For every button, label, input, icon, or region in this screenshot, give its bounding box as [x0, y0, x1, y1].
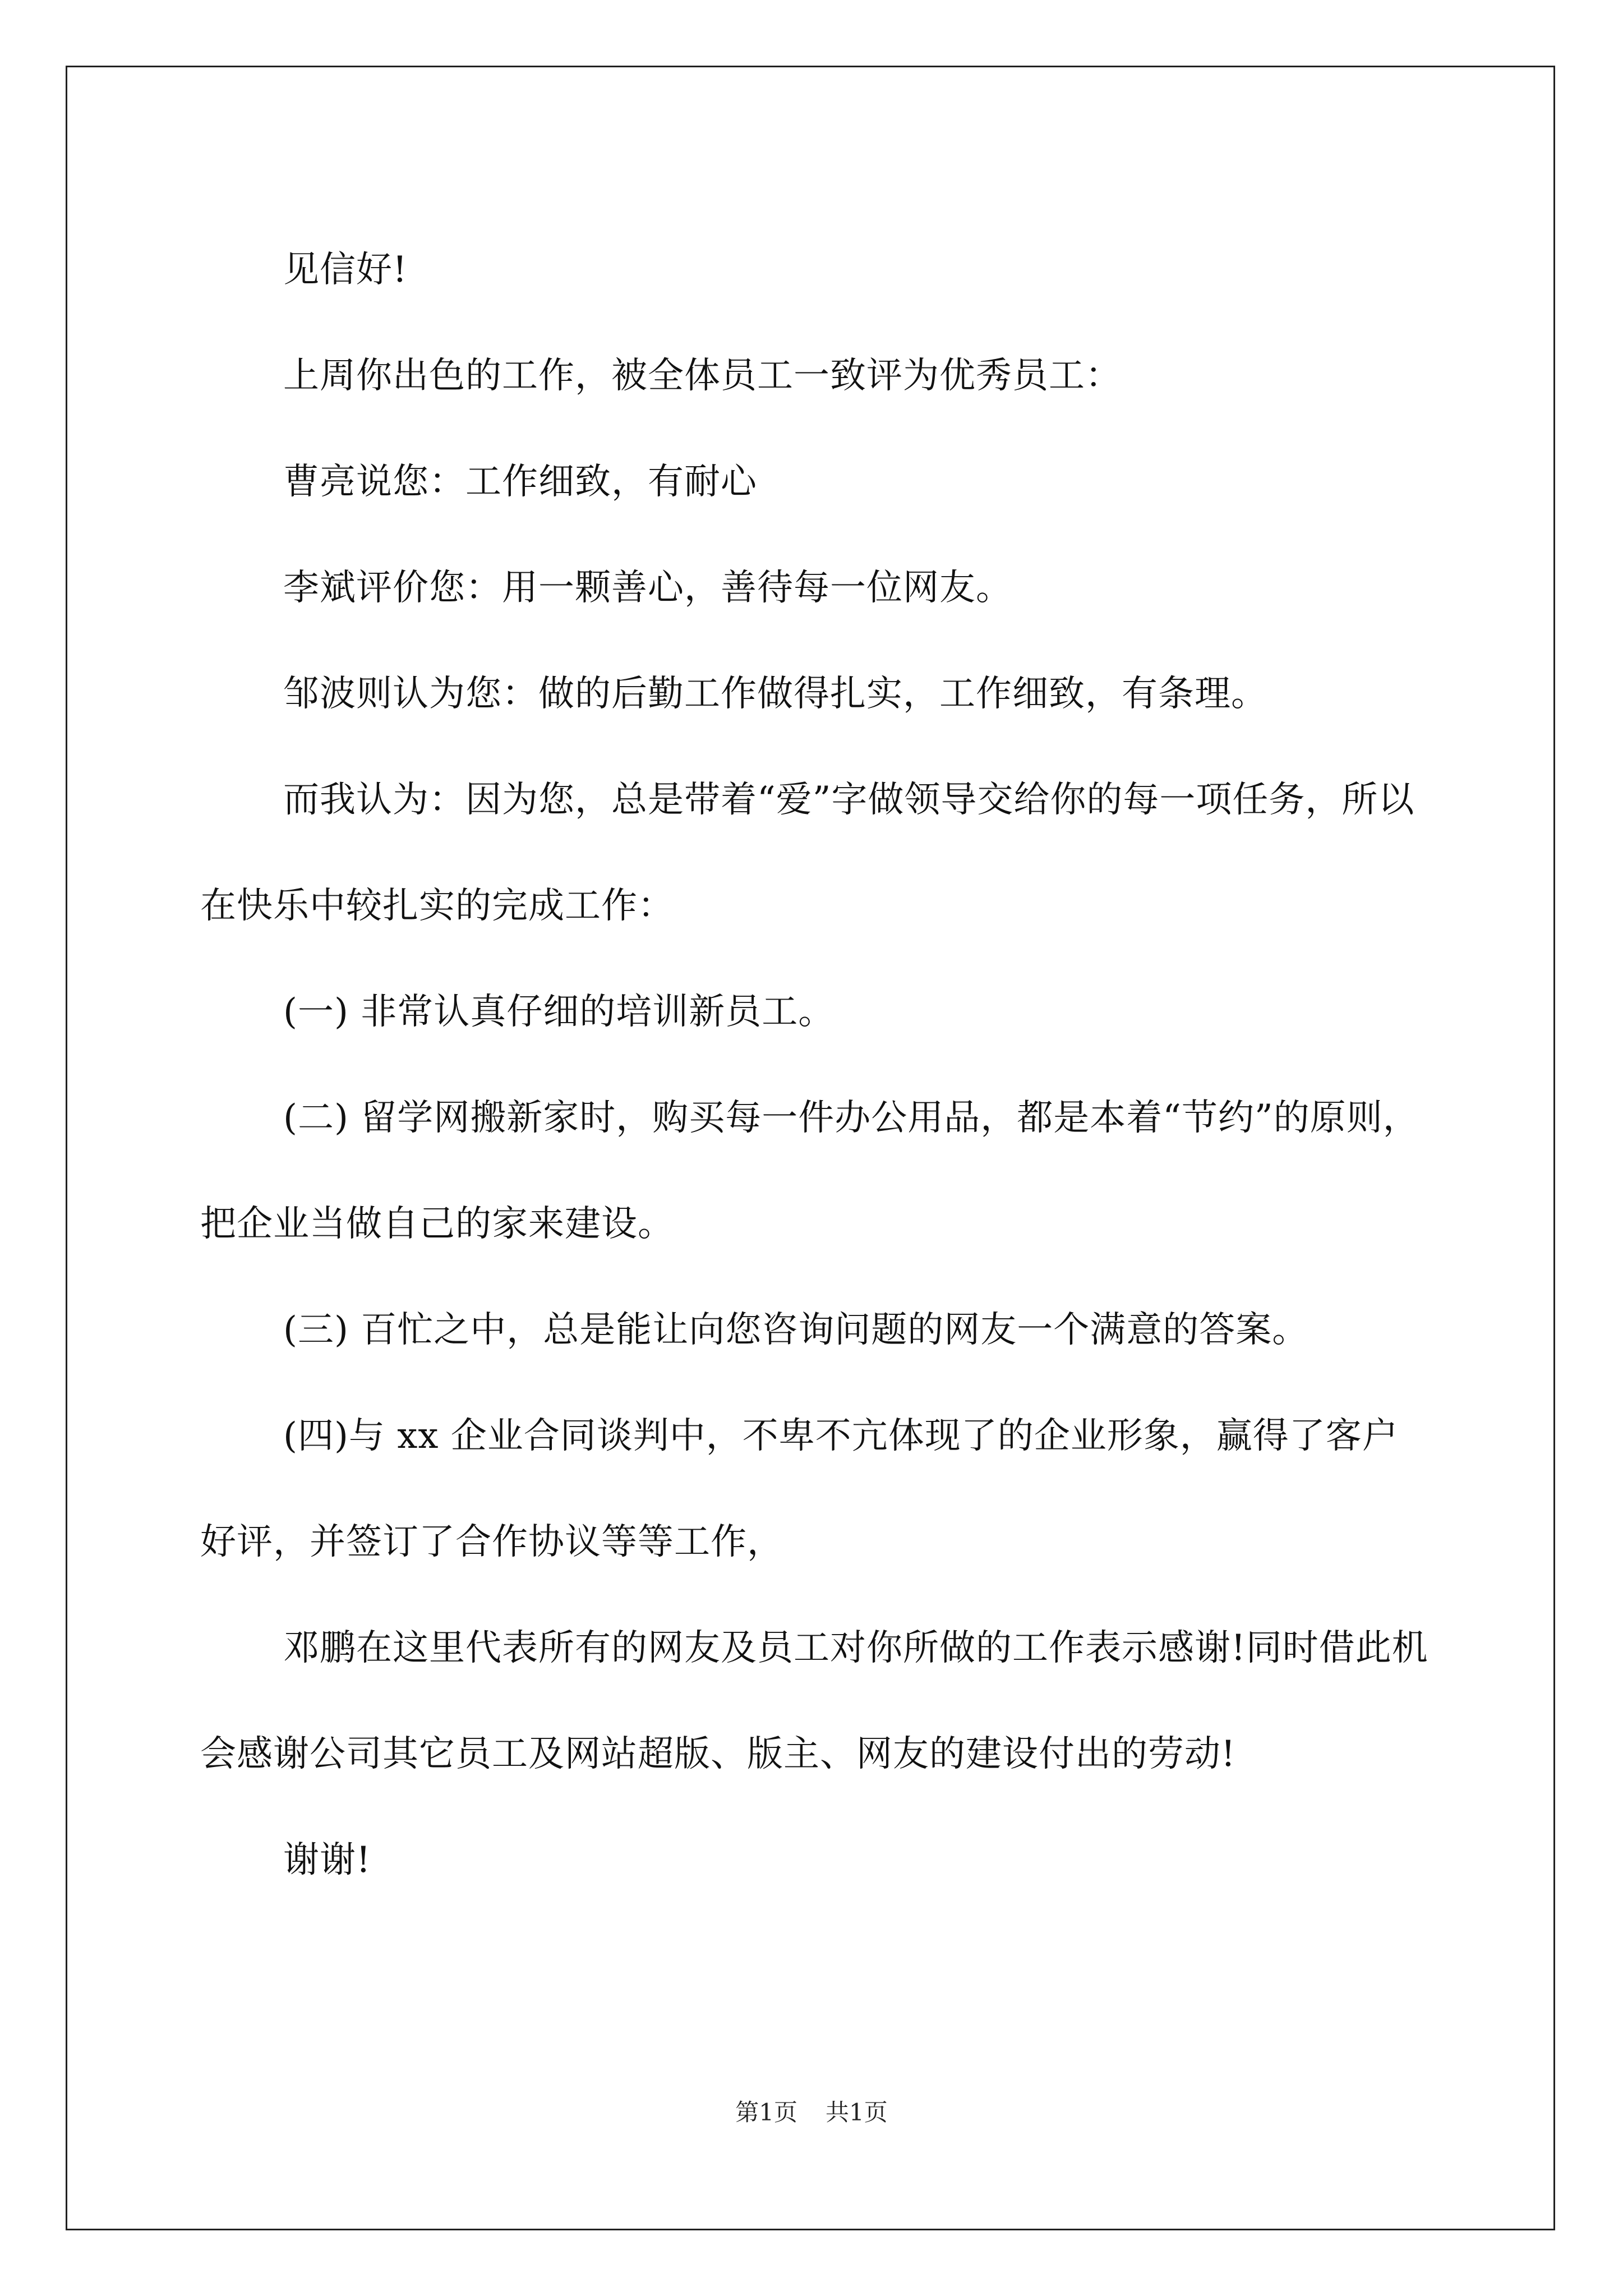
paragraph-li: 李斌评价您：用一颗善心，善待每一位网友。	[283, 567, 1012, 609]
closing: 谢谢!	[283, 1839, 371, 1881]
paragraph-opinion: 而我认为：因为您，总是带着“爱”字做领导交给你的每一项任务，所以在快乐中较扎实的完成工作：	[200, 779, 1415, 927]
list-item-2: (二) 留学网搬新家时，购买每一件办公用品，都是本着“节约”的原则，把企业当做自己的家来建设。	[200, 1097, 1419, 1245]
paragraph-intro: 上周你出色的工作，被全体员工一致评为优秀员工：	[283, 355, 1122, 397]
page-number: 第1页	[735, 2099, 797, 2126]
paragraph-zou: 邹波则认为您：做的后勤工作做得扎实，工作细致，有条理。	[283, 673, 1267, 715]
list-item-1: (一) 非常认真仔细的培训新员工。	[283, 991, 835, 1033]
list-item-3: (三) 百忙之中，总是能让向您咨询问题的网友一个满意的答案。	[283, 1309, 1309, 1351]
page-total: 共1页	[826, 2099, 888, 2126]
letter-body	[200, 217, 1434, 1913]
list-item-4: (四)与 xx 企业合同谈判中，不卑不亢体现了的企业形象，赢得了客户好评，并签订了合作协议等等工作，	[200, 1415, 1399, 1563]
paragraph-thanks-all: 邓鹏在这里代表所有的网友及员工对你所做的工作表示感谢!同时借此机会感谢公司其它员工及网站超版、版主、网友的建设付出的劳动!	[200, 1627, 1428, 1775]
page-footer	[0, 2097, 1623, 2128]
greeting: 见信好!	[283, 249, 408, 291]
paragraph-cao: 曹亮说您：工作细致，有耐心	[283, 461, 757, 503]
